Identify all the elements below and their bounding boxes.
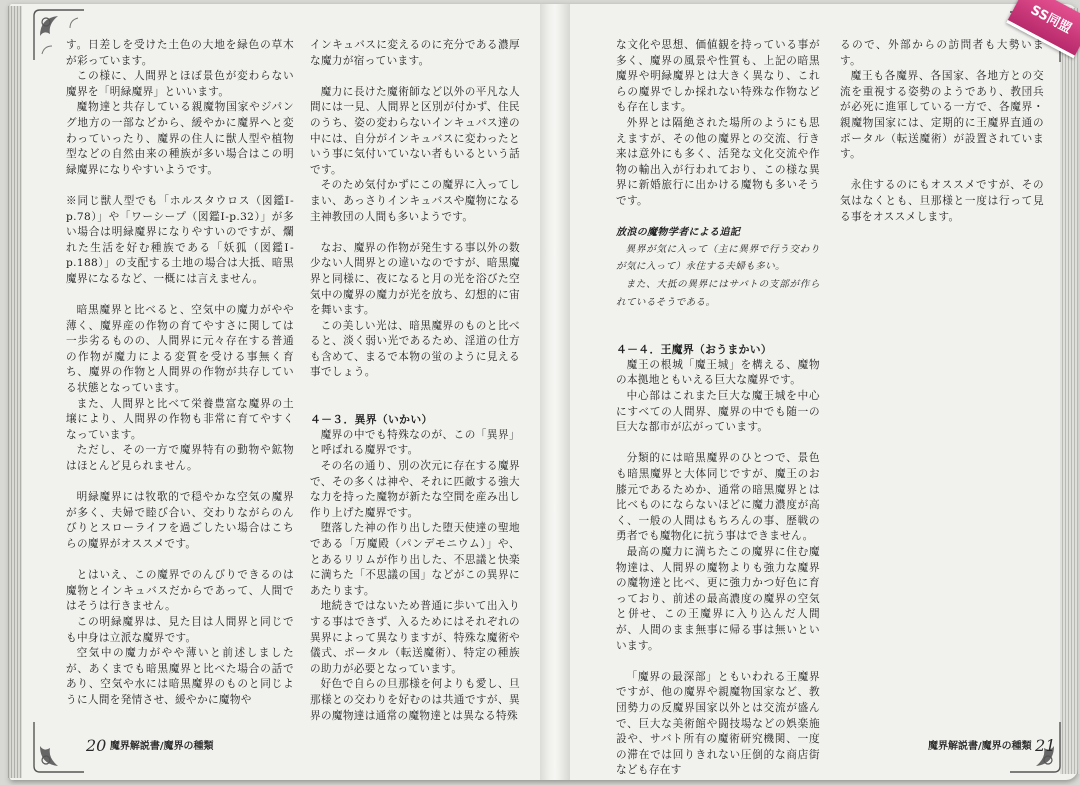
paragraph-spacer <box>616 210 820 226</box>
paragraph-spacer <box>616 654 820 670</box>
paragraph: ただし、その一方で魔界特有の動物や鉱物はほとんど見られません。 <box>66 444 294 473</box>
book-gutter <box>540 4 570 780</box>
left-page-column-1 <box>66 38 294 709</box>
paragraph: 好色で自らの旦那様を何よりも愛し、旦那様との交わりを好むのは共通ですが、異界の魔物達は通常の魔物達とは異なる特殊 <box>310 678 520 722</box>
paragraph: 「魔界の最深部」ともいわれる王魔界ですが、他の魔界や親魔物国家など、教団勢力の反魔界国家以外とは交流が盛んで、巨大な美術館や闘技場などの娯楽施設や、サバト所有の魔術研究機関、一度の滞在では回りきれない圧倒的な商店街なども存在す <box>616 670 820 777</box>
paragraph: 魔物達と共存している親魔物国家やジパング地方の一部などから、緩やかに魔界へと変わっていったり、魔界の住人に獣人型や植物型などの自然由来の種族が多い場合はこの明緑魔界になりやすいようです。 <box>66 101 294 176</box>
page-number: 20 <box>86 736 107 755</box>
corner-ornament-bottom-left-icon <box>30 718 88 776</box>
paragraph: す。日差しを受けた土色の大地を緑色の草木が彩っています。 <box>66 39 294 67</box>
paragraph: 外界とは隔絶された場所のようにも思えますが、その他の魔界との交流、行き来は意外にも多く、活発な文化交流や作物の輸出入が行われており、この様な異界に新婚旅行に出かける魔物も多いそうです。 <box>616 116 820 207</box>
paragraph: 魔界の中でも特殊なのが、この「異界」と呼ばれる魔界です。 <box>310 428 520 457</box>
paragraph: 中心部はこれまた巨大な魔王城を中心にすべての人間界、魔界の中でも随一の巨大な都市が広がっています。 <box>616 390 820 434</box>
paragraph: ※同じ獣人型でも「ホルスタウロス（図鑑Ⅰ-p.78）」や「ワーシープ（図鑑Ⅰ-p.32）」が多い場合は明緑魔界になりやすいのですが、爛れた生活を好む種族である「妖狐（図鑑Ⅰ-p.188）」の支配する土地の場合は大抵、暗黒魔界になるなど、一概には言えません。 <box>66 194 294 285</box>
paragraph: そのため気付かずにこの魔界に入ってしまい、あっさりインキュバスや魔物になる主神教団の人間も多いようです。 <box>310 179 520 223</box>
paragraph: なお、魔界の作物が発生する事以外の数少ない人間界との違いなのですが、暗黒魔界と同様に、夜になると月の光を浴びた空気中の魔界の魔力が光を放ち、幻想的に宙を舞います。 <box>310 241 520 317</box>
paragraph: とはいえ、この魔界でのんびりできるのは魔物とインキュバスだからであって、人間ではそうは行きません。 <box>66 569 294 613</box>
right-page <box>570 0 1060 785</box>
paragraph: この様に、人間界とほぼ景色が変わらない魔界を「明緑魔界」といいます。 <box>66 70 294 98</box>
section-heading: ４－３．異界（いかい） <box>310 413 433 427</box>
paragraph: その名の通り、別の次元に存在する魔界で、その多くは神や、それに匹敵する強大な力を持った魔物が新たな空間を産み出し作り上げた魔界です。 <box>310 460 520 519</box>
paragraph: な文化や思想、価値観を持っている事が多く、魔界の風景や性質も、上記の暗黒魔界や明緑魔界とは大きく異なり、これらの魔界でしか採れない特殊な作物なども存在します。 <box>616 39 820 114</box>
paragraph: インキュバスに変えるのに充分である濃厚な魔力が宿っています。 <box>310 39 520 67</box>
paragraph-spacer <box>616 327 820 343</box>
watermark-badge: SS同盟 <box>1006 0 1080 58</box>
right-page-column-1 <box>616 38 820 779</box>
running-title: 魔界解説書/魔界の種類 <box>109 741 214 752</box>
note-paragraph: また、大抵の異界にはサバトの支部が作られているそうである。 <box>616 278 820 308</box>
paragraph: るので、外部からの訪問者も大勢います。 <box>840 39 1044 67</box>
paragraph-spacer <box>616 436 820 452</box>
left-page <box>22 0 540 785</box>
paragraph-spacer <box>310 397 520 413</box>
paragraph: 明緑魔界には牧歌的で穏やかな空気の魔界が多く、夫婦で睦び合い、交わりながらのんびりとスローライフを過ごしたい場合はこちらの魔界がオススメです。 <box>66 491 294 550</box>
paragraph: また、人間界と比べて栄養豊富な魔界の土壌により、人間界の作物も非常に育てやすくなっています。 <box>66 397 294 441</box>
page-number: 21 <box>1035 736 1056 755</box>
note-paragraph: 異界が気に入って（主に異界で行う交わりが気に入って）永住する夫婦も多い。 <box>616 243 820 273</box>
paragraph-spacer <box>66 553 294 569</box>
right-page-column-2 <box>840 38 1044 225</box>
paragraph-spacer <box>66 288 294 304</box>
paragraph-spacer <box>66 475 294 491</box>
left-page-footer <box>86 736 214 755</box>
paragraph-spacer <box>840 163 1044 179</box>
paragraph-spacer <box>310 381 520 397</box>
left-page-column-2 <box>310 38 520 724</box>
paragraph: この美しい光は、暗黒魔界のものと比べると、淡く弱い光であるため、淫道の仕方も含めて、まるで本物の蛍のように見える事でしょう。 <box>310 319 520 379</box>
running-title: 魔界解説書/魔界の種類 <box>928 741 1032 752</box>
paragraph-spacer <box>66 178 294 194</box>
paragraph: 分類的には暗黒魔界のひとつで、景色も暗黒魔界と大体同じですが、魔王のお膝元であるためか、通常の暗黒魔界とは比べものにならないほどに魔力濃度が高く、一般の人間はもちろんの事、歴戦の勇者でも魔物化に抗う事はできません。 <box>616 452 820 543</box>
paragraph: 暗黒魔界と比べると、空気中の魔力がやや薄く、魔界産の作物の育てやすさに関しては一歩劣るものの、人間界に元々存在する普通の作物が魔力による変質を受ける事無く育ち、魔界の作物と人間界の作物が共存している状態となっています。 <box>66 304 294 395</box>
paragraph: 地続きではないため普通に歩いて出入りする事はできず、入るためにはそれぞれの異界によって異なりますが、特殊な魔術や儀式、ポータル（転送魔術）、特定の種族の助力が必要となっています。 <box>310 600 520 675</box>
paragraph-spacer <box>310 69 520 85</box>
paragraph: 堕落した神の作り出した堕天使達の聖地である「万魔殿（パンデモニウム）」や、とあるリリムが作り出した、不思議と快楽に満ちた「不思議の国」などがこの異界にあたります。 <box>310 522 520 597</box>
paragraph-spacer <box>310 225 520 241</box>
note-title: 放浪の魔物学者による追記 <box>616 227 741 239</box>
paragraph: 魔力に長けた魔術師など以外の平凡な人間には一見、人間界と区別が付かず、住民のうち、姿の変わらないインキュバス達の中には、自分がインキュバスに変わったという事に気付いていない者もいるという話です。 <box>310 85 520 176</box>
paragraph: この明緑魔界は、見た目は人間界と同じでも中身は立派な魔界です。 <box>66 615 294 644</box>
page-edges-right <box>1060 8 1080 774</box>
section-heading: ４－４．王魔界（おうまかい） <box>616 343 773 357</box>
page-edges-left <box>8 6 22 778</box>
paragraph: 空気中の魔力がやや薄いと前述しましたが、あくまでも暗黒魔界と比べた場合の話であり、空気や水には暗黒魔界のものと同じように人間を発情させ、緩やかに魔物や <box>66 647 294 706</box>
paragraph-spacer <box>616 311 820 327</box>
paragraph: 魔王の根城「魔王城」を構える、魔物の本拠地ともいえる巨大な魔界です。 <box>616 358 820 387</box>
paragraph: 最高の魔力に満ちたこの魔界に住む魔物達は、人間界の魔物よりも強力な魔界の魔物達と比べ、更に強力かつ好色に育っており、前述の最高濃度の魔界の空気と併せ、この王魔界に入り込んだ人間が、人間のまま無事に帰る事は無いといいます。 <box>616 546 820 652</box>
right-page-footer <box>928 736 1056 755</box>
paragraph: 永住するのにもオススメですが、その気はなくとも、旦那様と一度は行って見る事をオススメします。 <box>840 179 1044 223</box>
paragraph: 魔王も各魔界、各国家、各地方との交流を重視する姿勢のようであり、教団兵が必死に進軍している一方で、各魔界・親魔物国家には、定期的に王魔界直通のポータル（転送魔術）が設置されています。 <box>840 70 1044 161</box>
